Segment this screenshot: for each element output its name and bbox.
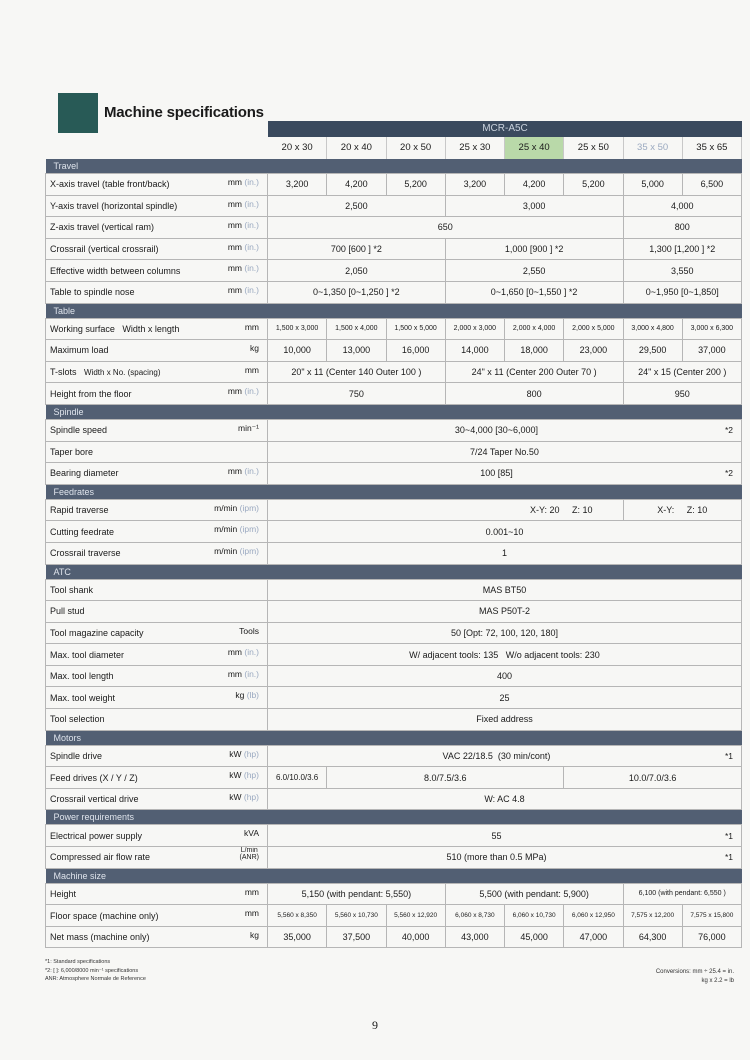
section-power: Power requirements (46, 810, 742, 825)
row-label: Z-axis travel (vertical ram) (50, 222, 155, 233)
row-label: T-slots (50, 367, 77, 378)
section-spindle: Spindle (46, 404, 742, 419)
table-row: Rapid traverse m/min (ipm) X-Y: 20 Z: 10 X-Y: Z: 10 (46, 499, 742, 521)
table-row: Compressed air flow rate L/min (ANR) 510 (more than 0.5 MPa) *1 (46, 847, 742, 869)
row-label: Max. tool diameter (50, 649, 125, 660)
row-label: X-axis travel (table front/back) (50, 179, 170, 190)
section-motors: Motors (46, 730, 742, 745)
table-row: Pull stud MAS P50T-2 (46, 601, 742, 623)
table-row: T-slots Width x No. (spacing) mm 20" x 11 (Center 140 Outer 100 ) 24" x 11 (Center 200 Outer 70 ) 24" x 15 (Center 200 ) (46, 361, 742, 383)
row-label: Floor space (machine only) (50, 910, 159, 921)
size-col: 35 x 50 (624, 137, 683, 159)
row-label: Tool selection (50, 714, 105, 725)
size-col-highlighted: 25 x 40 (505, 137, 564, 159)
table-row: Y-axis travel (horizontal spindle) mm (in.) 2,500 3,000 4,000 (46, 195, 742, 217)
section-travel: Travel (46, 159, 742, 174)
section-table: Table (46, 303, 742, 318)
row-label: Crossrail vertical drive (50, 794, 139, 805)
table-row: Max. tool diameter mm (in.) W/ adjacent tools: 135 W/o adjacent tools: 230 (46, 644, 742, 666)
row-label: Compressed air flow rate (50, 852, 151, 863)
table-row: Feed drives (X / Y / Z) kW (hp) 6.0/10.0/3.6 8.0/7.5/3.6 10.0/7.0/3.6 (46, 767, 742, 789)
table-row: Working surface Width x length mm 1,500 x 3,000 1,500 x 4,000 1,500 x 5,000 2,000 x 3,000 2,000 x 4,000 2,000 x 5,000 3,000 x 4,800 3,000 x 6,300 (46, 318, 742, 340)
row-label: Crossrail (vertical crossrail) (50, 244, 159, 255)
row-label: Height (50, 888, 77, 899)
table-row: Maximum load kg 10,000 13,000 16,000 14,000 18,000 23,000 29,500 37,000 (46, 340, 742, 362)
table-row: Electrical power supply kVA 55 *1 (46, 825, 742, 847)
table-row: Effective width between columns mm (in.) 2,050 2,550 3,550 (46, 260, 742, 282)
table-row: Taper bore 7/24 Taper No.50 (46, 441, 742, 463)
row-label: Table to spindle nose (50, 287, 135, 298)
title-color-block (58, 93, 98, 133)
page-number: 9 (372, 1018, 378, 1032)
table-row: X-axis travel (table front/back) mm (in.) 3,200 4,200 5,200 3,200 4,200 5,200 5,000 6,500 (46, 174, 742, 196)
table-row: Crossrail vertical drive kW (hp) W: AC 4.8 (46, 788, 742, 810)
table-row: Bearing diameter mm (in.) 100 [85] *2 (46, 463, 742, 485)
table-row: Table to spindle nose mm (in.) 0~1,350 [0~1,250 ] *2 0~1,650 [0~1,550 ] *2 0~1,950 [0~1,850] (46, 281, 742, 303)
table-row: Spindle speed min⁻¹ 30~4,000 [30~6,000] *2 (46, 419, 742, 441)
table-row: Tool magazine capacity Tools 50 [Opt: 72, 100, 120, 180] (46, 622, 742, 644)
footnote: *2: [ ]: 6,000/8000 min⁻¹ specifications (45, 967, 139, 974)
row-label: Height from the floor (50, 388, 132, 399)
table-row: Floor space (machine only) mm 5,560 x 8,350 5,560 x 10,730 5,560 x 12,920 6,060 x 8,730 6,060 x 10,730 6,060 x 12,950 7,575 x 12,200 7,575 x 15,800 (46, 905, 742, 927)
row-label: Max. tool weight (50, 692, 116, 703)
footnote: ANR: Atmosphere Normale de Reference (45, 976, 146, 982)
table-row: Cutting feedrate m/min (ipm) 0.001~10 (46, 521, 742, 543)
row-label: Feed drives (X / Y / Z) (50, 772, 138, 783)
section-size: Machine size (46, 868, 742, 883)
row-label: Maximum load (50, 345, 109, 356)
row-label: Y-axis travel (horizontal spindle) (50, 200, 178, 211)
footnote: *1: Standard specifications (45, 959, 111, 965)
table-row: Crossrail traverse m/min (ipm) 1 (46, 542, 742, 564)
row-label: Effective width between columns (50, 265, 181, 276)
row-label: Cutting feedrate (50, 526, 115, 537)
table-row: Max. tool weight kg (lb) 25 (46, 687, 742, 709)
section-feedrates: Feedrates (46, 484, 742, 499)
spec-table (45, 159, 742, 948)
row-label: Electrical power supply (50, 830, 143, 841)
row-label: Rapid traverse (50, 505, 109, 516)
size-col: 20 x 30 (268, 137, 327, 159)
table-row: Net mass (machine only) kg 35,000 37,500 40,000 43,000 45,000 47,000 64,300 76,000 (46, 926, 742, 948)
model-header: MCR-A5C (268, 121, 742, 137)
row-label: Bearing diameter (50, 468, 119, 479)
table-row: Z-axis travel (vertical ram) mm (in.) 650 800 (46, 217, 742, 239)
row-label: Crossrail traverse (50, 548, 121, 559)
table-row: Spindle drive kW (hp) VAC 22/18.5 (30 min/cont) *1 (46, 745, 742, 767)
conversions: Conversions: mm ÷ 25.4 = in. kg x 2.2 = lb (655, 969, 734, 984)
section-atc: ATC (46, 564, 742, 579)
size-col: 25 x 30 (446, 137, 505, 159)
row-label: Spindle drive (50, 750, 103, 761)
row-label: Pull stud (50, 606, 85, 617)
row-label: Net mass (machine only) (50, 932, 150, 943)
size-col: 20 x 50 (387, 137, 446, 159)
table-row: Height from the floor mm (in.) 750 800 950 (46, 383, 742, 405)
table-row: Height mm 5,150 (with pendant: 5,550) 5,500 (with pendant: 5,900) 6,100 (with pendant: 6,550 ) (46, 883, 742, 905)
row-label: Working surface (50, 323, 115, 334)
footnotes (45, 958, 146, 984)
table-row: Tool shank MAS BT50 (46, 579, 742, 601)
row-label: Max. tool length (50, 671, 114, 682)
table-row: Tool selection Fixed address (46, 709, 742, 731)
row-label: Tool magazine capacity (50, 627, 144, 638)
row-label: Tool shank (50, 584, 94, 595)
size-header-row (268, 137, 742, 159)
page-title: Machine specifications (104, 104, 264, 121)
size-col: 25 x 50 (564, 137, 623, 159)
size-col: 20 x 40 (327, 137, 386, 159)
table-row: Crossrail (vertical crossrail) mm (in.) 700 [600 ] *2 1,000 [900 ] *2 1,300 [1,200 ] *2 (46, 238, 742, 260)
row-label: Spindle speed (50, 425, 108, 436)
size-col: 35 x 65 (683, 137, 742, 159)
table-row: Max. tool length mm (in.) 400 (46, 665, 742, 687)
row-label: Taper bore (50, 446, 94, 457)
